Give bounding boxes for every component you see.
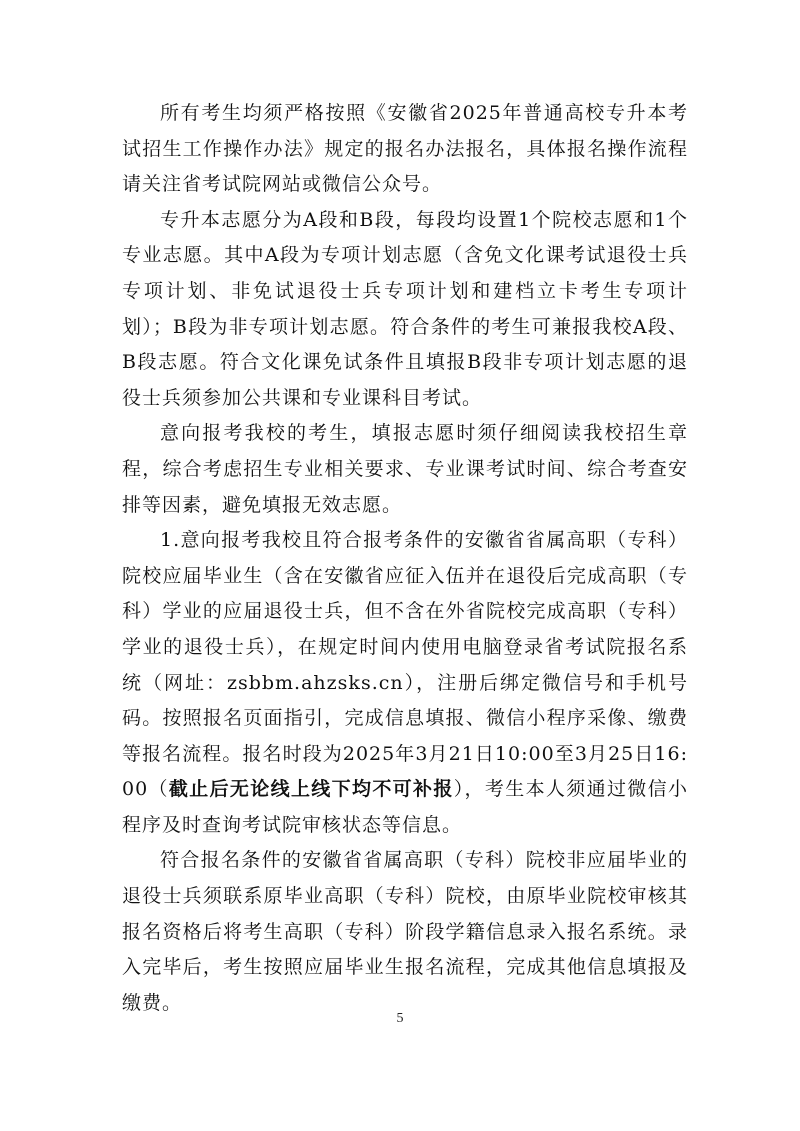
paragraph-registration-method: 所有考生均须严格按照《安徽省2025年普通高校专升本考试招生工作操作办法》规定的报名办法报名，具体报名操作流程请关注省考试院网站或微信公众号。 [122, 102, 688, 196]
registration-steps-text-before: 1.意向报考我校且符合报考条件的安徽省省属高职（专科）院校应届毕业生（含在安徽省应征入伍并在退役后完成高职（专科）学业的应届退役士兵，但不含在外省院校完成高职（专科）学业的退役士兵），在规定时间内使用电脑登录省考试院报名系统（网址：zsbbm.ahzsks.cn），注册后绑定微信号和手机号码。按照报名页面指引，完成信息填报、微信小程序采像、缴费等报名流程。报名时段为2025年3月21日10:00至3月25日16:00（ [122, 529, 688, 801]
paragraph-volunteer-sections: 专升本志愿分为A段和B段，每段均设置1个院校志愿和1个专业志愿。其中A段为专项计划志愿（含免文化课考试退役士兵专项计划、非免试退役士兵专项计划和建档立卡考生专项计划）；B段为非专项计划志愿。符合条件的考生可兼报我校A段、B段志愿。符合文化课免试条件且填报B段非专项计划志愿的退役士兵须参加公共课和专业课科目考试。 [122, 208, 688, 409]
page-number: 5 [396, 1011, 404, 1026]
paragraph-application-notice: 意向报考我校的考生，填报志愿时须仔细阅读我校招生章程，综合考虑招生专业相关要求、专业课考试时间、综合考查安排等因素，避免填报无效志愿。 [122, 422, 688, 516]
deadline-warning: 截止后无论线上线下均不可补报 [168, 778, 454, 801]
paragraph-registration-steps [122, 523, 688, 843]
registration-steps-text-after: ），考生本人须通过微信小程序及时查询考试院审核状态等信息。 [122, 778, 688, 836]
paragraph-non-graduate-veterans: 符合报名条件的安徽省省属高职（专科）院校非应届毕业的退役士兵须联系原毕业高职（专科）院校，由原毕业院校审核其报名资格后将考生高职（专科）阶段学籍信息录入报名系统。录入完毕后，考生按照应届毕业生报名流程，完成其他信息填报及缴费。 [122, 849, 688, 1014]
document-body [122, 96, 688, 1021]
